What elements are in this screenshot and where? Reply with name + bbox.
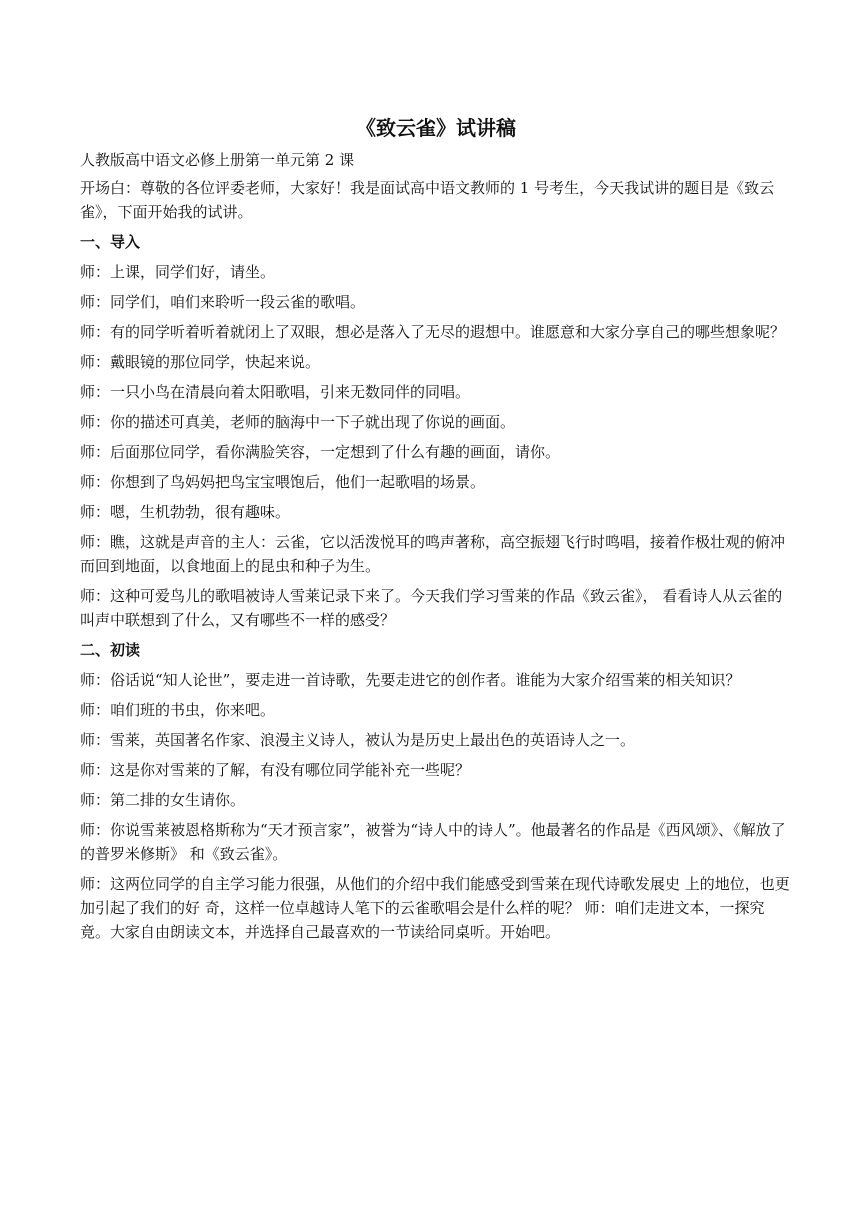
section-heading: 二、初读: [80, 641, 141, 659]
document-title: 《致云雀》试讲稿: [356, 116, 516, 140]
paragraph: 师：这两位同学的自主学习能力很强，从他们的介绍中我们能感受到雪莱在现代诗歌发展史 上的地位，也更加引起了我们的好 奇，这样一位卓越诗人笔下的云雀歌唱会是什么样的呢？ 师：咱们走进文本，一探究竟。大家自由朗读文本，并选择自己最喜欢的一节读给同桌听。开始吧。: [80, 875, 790, 941]
paragraph: 师：这是你对雪莱的了解，有没有哪位同学能补充一些呢？: [80, 761, 471, 779]
paragraph: 师：同学们，咱们来聆听一段云雀的歌唱。: [80, 293, 366, 311]
section-heading: 一、导入: [80, 233, 141, 251]
paragraph: 师：有的同学听着听着就闭上了双眼，想必是落入了无尽的遐想中。谁愿意和大家分享自己的哪些想象呢？: [80, 323, 786, 341]
paragraph: 师：瞧，这就是声音的主人：云雀，它以活泼悦耳的鸣声著称，高空振翅飞行时鸣唱，接着作极壮观的俯冲而回到地面，以食地面上的昆虫和种子为生。: [80, 533, 786, 575]
section-first-reading: [80, 638, 792, 944]
paragraph: 师：俗话说“知人论世”，要走进一首诗歌，先要走进它的创作者。谁能为大家介绍雪莱的相关知识？: [80, 671, 741, 689]
paragraph: 师：你说雪莱被恩格斯称为“天才预言家”，被誉为“诗人中的诗人”。他最著名的作品是《西风颂》、《解放了的普罗米修斯》 和《致云雀》。: [80, 821, 786, 863]
paragraph: 师：这种可爱鸟儿的歌唱被诗人雪莱记录下来了。今天我们学习雪莱的作品《致云雀》， 看看诗人从云雀的叫声中联想到了什么，又有哪些不一样的感受？: [80, 587, 783, 629]
paragraph: 师：雪莱，英国著名作家、浪漫主义诗人，被认为是历史上最出色的英语诗人之一。: [80, 731, 636, 749]
paragraph: 师：上课，同学们好，请坐。: [80, 263, 276, 281]
paragraph: 师：咱们班的书虫，你来吧。: [80, 701, 276, 719]
section-introduction: [80, 230, 792, 632]
paragraph: 师：一只小鸟在清晨向着太阳歌唱，引来无数同伴的同唱。: [80, 383, 471, 401]
opening-paragraph: 开场白：尊敬的各位评委老师，大家好！我是面试高中语文教师的 1 号考生，今天我试讲的题目是《致云雀》，下面开始我的试讲。: [80, 179, 775, 221]
paragraph: 师：第二排的女生请你。: [80, 791, 246, 809]
paragraph: 师：嗯，生机勃勃，很有趣味。: [80, 503, 291, 521]
paragraph: 师：后面那位同学，看你满脸笑容，一定想到了什么有趣的画面，请你。: [80, 443, 561, 461]
paragraph: 师：戴眼镜的那位同学，快起来说。: [80, 353, 321, 371]
document-subtitle: 人教版高中语文必修上册第一单元第 2 课: [80, 151, 355, 169]
document-page: [80, 112, 792, 950]
paragraph: 师：你想到了鸟妈妈把鸟宝宝喂饱后，他们一起歌唱的场景。: [80, 473, 486, 491]
paragraph: 师：你的描述可真美，老师的脑海中一下子就出现了你说的画面。: [80, 413, 516, 431]
